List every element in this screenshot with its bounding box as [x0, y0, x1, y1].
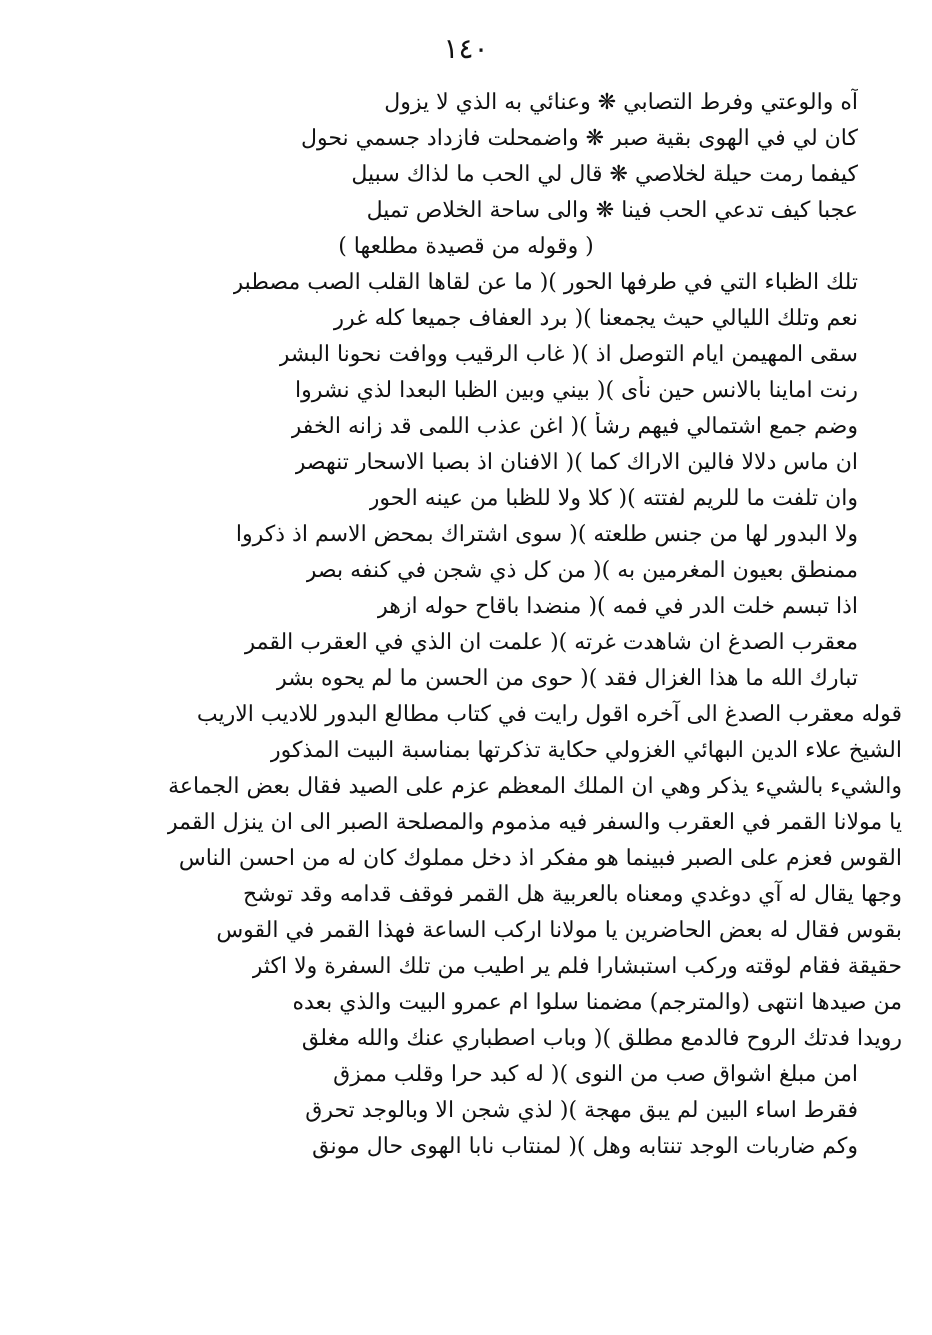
text-line: ان ماس دلالا فالين الاراك كما )( الافنان اذ بصبا الاسحار تنهصر [294, 450, 858, 475]
text-line: ممنطق بعيون المغرمين به )( من كل ذي شجن في كنفه بصر [305, 558, 858, 583]
text-line: رنت اماينا بالانس حين نأى )( بيني وبين الظبا البعدا لذي نشروا [295, 378, 858, 403]
text-line: تبارك الله ما هذا الغزال فقد )( حوى من الحسن ما لم يحوه بشر [276, 666, 858, 691]
text-line: اذا تبسم خلت الدر في فمه )( منضدا باقاح حوله ازهر [377, 594, 858, 619]
text-line: تلك الظباء التي في طرفها الحور )( ما عن لقاها القلب الصب مصطبر [232, 270, 858, 295]
text-line: وجها يقال له آي دوغدي ومعناه بالعربية هل القمر فوقف قدامه وقد توشح [243, 882, 902, 907]
text-line: قوله معقرب الصدغ الى آخره اقول رايت في كتاب مطالع البدور للاديب الاريب [196, 702, 902, 727]
text-line: وكم ضاربات الوجد تنتابه وهل )( لمنتاب نابا الهوى حال مونق [312, 1134, 858, 1159]
text-line: القوس فعزم على الصبر فبينما هو مفكر اذ دخل مملوك كان له من احسن الناس [178, 846, 902, 871]
text-line: كيفما رمت حيلة لخلاصي ❋ قال لي الحب ما لذاك سبيل [351, 162, 858, 187]
text-line: معقرب الصدغ ان شاهدت غرته )( علمت ان الذي في العقرب القمر [244, 630, 858, 655]
text-line: ولا البدور لها من جنس طلعته )( سوى اشتراك بمحض الاسم اذ ذكروا [235, 522, 858, 547]
text-line: بقوس فقال له بعض الحاضرين يا مولانا اركب الساعة فهذا القمر في القوس [216, 918, 902, 943]
text-line: والشيء بالشيء يذكر وهي ان الملك المعظم عزم على الصيد فقال بعض الجماعة [168, 774, 902, 799]
text-line: وضم جمع اشتمالي فيهم رشأ )( اغن عذب اللمى قد زانه الخفر [290, 414, 858, 439]
text-line: عجبا كيف تدعي الحب فينا ❋ والى ساحة الخلاص تميل [366, 198, 858, 223]
text-line: الشيخ علاء الدين البهائي الغزولي حكاية تذكرتها بمناسبة البيت المذكور [270, 738, 902, 763]
text-line: ( وقوله من قصيدة مطلعها ) [338, 234, 594, 259]
text-line: رويدا فدتك الروح فالدمع مطلق )( وباب اصطباري عنك والله مغلق [301, 1026, 902, 1051]
page-number: ١٤٠ [443, 32, 489, 65]
text-line: حقيقة فقام لوقته وركب استبشارا فلم ير اطيب من تلك السفرة ولا اكثر [251, 954, 902, 979]
text-line: فقرط اساء البين لم يبق مهجة )( لذي شجن الا وبالوجد تحرق [305, 1098, 858, 1123]
text-line: يا مولانا القمر في العقرب والسفر فيه مذموم والمصلحة الصبر الى ان ينزل القمر [166, 810, 902, 835]
text-line: امن مبلغ اشواق صب من النوى )( له كبد حرا وقلب ممزق [333, 1062, 858, 1087]
text-line: من صيدها انتهى (والمترجم) مضمنا سلوا ام عمرو البيت والذي بعده [292, 990, 902, 1015]
text-line: كان لي في الهوى بقية صبر ❋ واضمحلت فازداد جسمي نحول [300, 126, 858, 151]
text-line: سقى المهيمن ايام التوصل اذ )( غاب الرقيب ووافت نحونا البشر [278, 342, 858, 367]
text-line: آه والوعتي وفرط التصابي ❋ وعنائي به الذي لا يزول [384, 90, 858, 115]
text-line: نعم وتلك الليالي حيث يجمعنا )( برد العفاف جميعا كله غرر [333, 306, 858, 331]
text-line: وان تلفت ما للريم لفتته )( كلا ولا للظبا من عينه الحور [368, 486, 858, 511]
